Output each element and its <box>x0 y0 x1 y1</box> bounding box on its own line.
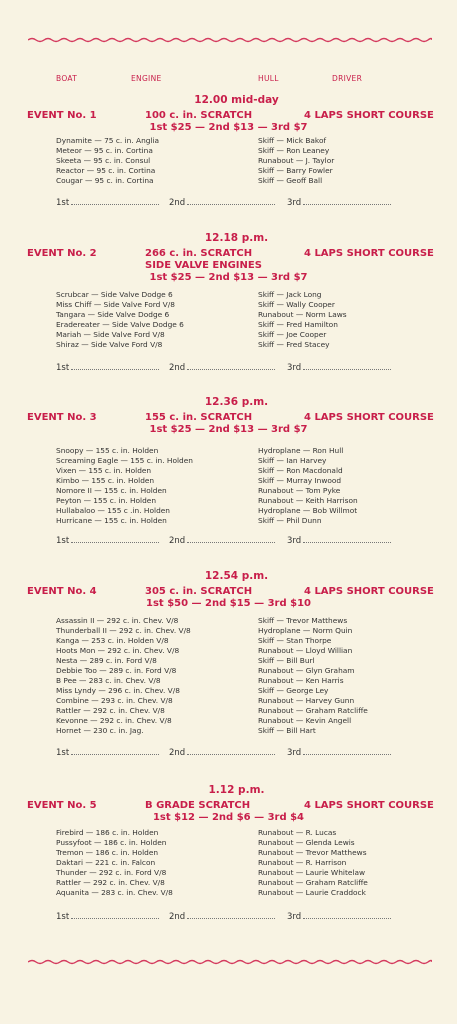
boat-entry: Thunder — 292 c. in. Ford V/8 <box>56 868 167 877</box>
event-laps: 4 LAPS SHORT COURSE <box>304 586 434 597</box>
boat-entry: Eradereater — Side Valve Dodge 6 <box>56 320 184 329</box>
boat-entry: Tangara — Side Valve Dodge 6 <box>56 310 170 319</box>
boat-entry: Kanga — 253 c. in. Holden V/8 <box>56 636 169 645</box>
boat-entry: Nesta — 289 c. in. Ford V/8 <box>56 656 157 665</box>
boat-entry: Hoots Mon — 292 c. in. Chev. V/8 <box>56 646 180 655</box>
hull-driver-entry: Runabout — Laurie Craddock <box>258 888 366 897</box>
third-place-label: 3rd <box>287 912 302 922</box>
boat-entry: Hullabaloo — 155 c .in. Holden <box>56 506 170 515</box>
hull-driver-entry: Runabout — Kevin Angell <box>258 716 352 725</box>
event-title-line: 100 c. in. SCRATCH <box>145 110 253 121</box>
second-place-field[interactable] <box>169 912 275 922</box>
boat-entry: Kevonne — 292 c. in. Chev. V/8 <box>56 716 172 725</box>
second-place-label: 2nd <box>169 198 186 208</box>
boat-entry: Hornet — 230 c. in. Jag. <box>56 726 144 735</box>
boat-entry: Cougar — 95 c. in. Cortina <box>56 176 154 185</box>
hull-driver-entry: Runabout — Keith Harrison <box>258 496 358 505</box>
event-prizes: 1st $25 — 2nd $13 — 3rd $7 <box>149 122 308 133</box>
third-place-field[interactable] <box>287 198 391 208</box>
event-time: 12.18 p.m. <box>204 232 269 244</box>
hull-driver-entry: Skiff — Wally Cooper <box>258 300 335 309</box>
second-place-label: 2nd <box>169 363 186 373</box>
hull-driver-list <box>258 828 368 898</box>
hull-driver-entry: Skiff — Bill Burl <box>258 656 315 665</box>
event-title <box>145 110 295 122</box>
hull-driver-entry: Runabout — Ken Harris <box>258 676 344 685</box>
event-title-line: 155 c. in. SCRATCH <box>145 412 253 423</box>
boat-entry: Snoopy — 155 c. in. Holden <box>56 446 159 455</box>
hull-driver-entry: Skiff — Fred Hamilton <box>258 320 338 329</box>
third-place-label: 3rd <box>287 198 302 208</box>
hull-driver-entry: Skiff — Phil Dunn <box>258 516 322 525</box>
boat-entry: Kimbo — 155 c. in. Holden <box>56 476 155 485</box>
column-driver: DRIVER <box>332 74 363 83</box>
event-title <box>145 800 295 812</box>
event-title-line: B GRADE SCRATCH <box>145 800 251 811</box>
third-place-field[interactable] <box>287 748 391 758</box>
event-name: EVENT No. 1 <box>27 110 97 121</box>
hull-driver-entry: Skiff — Ron Leaney <box>258 146 330 155</box>
event-laps: 4 LAPS SHORT COURSE <box>304 800 434 811</box>
event-title <box>145 248 295 272</box>
hull-driver-list <box>258 616 368 736</box>
third-place-label: 3rd <box>287 363 302 373</box>
hull-driver-entry: Skiff — Joe Cooper <box>258 330 327 339</box>
hull-driver-entry: Runabout — Laurie Whitelaw <box>258 868 366 877</box>
hull-driver-entry: Runabout — Glyn Graham <box>258 666 355 675</box>
boat-entry: Hurricane — 155 c. in. Holden <box>56 516 167 525</box>
event-time: 1.12 p.m. <box>208 784 265 796</box>
first-place-field[interactable] <box>56 198 159 208</box>
bottom-decorative-border <box>28 958 432 966</box>
hull-driver-entry: Skiff — Stan Thorpe <box>258 636 332 645</box>
first-place-label: 1st <box>56 748 70 758</box>
boat-entry: Thunderball II — 292 c. in. Chev. V/8 <box>56 626 191 635</box>
event-prizes: 1st $25 — 2nd $13 — 3rd $7 <box>149 424 308 435</box>
boat-entry: Assassin II — 292 c. in. Chev. V/8 <box>56 616 179 625</box>
boat-entry: Miss Lyndy — 296 c. in. Chev. V/8 <box>56 686 180 695</box>
event-title <box>145 586 295 598</box>
event-time: 12.54 p.m. <box>204 570 269 582</box>
top-decorative-border <box>28 36 432 44</box>
third-place-field[interactable] <box>287 912 391 922</box>
event-laps: 4 LAPS SHORT COURSE <box>304 110 434 121</box>
second-place-field[interactable] <box>169 363 275 373</box>
boat-entry: Shiraz — Side Valve Ford V/8 <box>56 340 163 349</box>
hull-driver-entry: Skiff — Mick Bakof <box>258 136 327 145</box>
hull-driver-entry: Skiff — Ian Harvey <box>258 456 327 465</box>
first-place-label: 1st <box>56 363 70 373</box>
boat-entry: Reactor — 95 c. in. Cortina <box>56 166 156 175</box>
boat-entry: Mariah — Side Valve Ford V/8 <box>56 330 165 339</box>
boat-entry: Skeeta — 95 c. in. Consul <box>56 156 151 165</box>
hull-driver-entry: Skiff — Fred Stacey <box>258 340 330 349</box>
event-prizes: 1st $25 — 2nd $13 — 3rd $7 <box>149 272 308 283</box>
first-place-label: 1st <box>56 912 70 922</box>
boat-entry: Daktari — 221 c. in. Falcon <box>56 858 156 867</box>
second-place-field[interactable] <box>169 536 275 546</box>
hull-driver-entry: Skiff — Murray Inwood <box>258 476 342 485</box>
hull-driver-entry: Skiff — George Ley <box>258 686 329 695</box>
event-time: 12.36 p.m. <box>204 396 269 408</box>
hull-driver-entry: Runabout — Norm Laws <box>258 310 347 319</box>
boat-entry: Aquanita — 283 c. in. Chev. V/8 <box>56 888 173 897</box>
hull-driver-entry: Runabout — Tom Pyke <box>258 486 341 495</box>
hull-driver-entry: Skiff — Barry Fowler <box>258 166 333 175</box>
first-place-field[interactable] <box>56 912 159 922</box>
boat-entry: Debbie Too — 289 c. in. Ford V/8 <box>56 666 177 675</box>
third-place-label: 3rd <box>287 536 302 546</box>
boat-entry: Rattler — 292 c. in. Chev. V/8 <box>56 878 165 887</box>
column-hull: HULL <box>258 74 279 83</box>
boat-entry: Nomore II — 155 c. in. Holden <box>56 486 167 495</box>
hull-driver-entry: Hydroplane — Norm Quin <box>258 626 353 635</box>
hull-driver-entry: Runabout — Trevor Matthews <box>258 848 367 857</box>
boat-entry: B Pee — 283 c. in. Chev. V/8 <box>56 676 161 685</box>
event-title-line: SIDE VALVE ENGINES <box>145 260 262 271</box>
hull-driver-entry: Skiff — Trevor Matthews <box>258 616 348 625</box>
third-place-field[interactable] <box>287 536 391 546</box>
boat-entry: Meteor — 95 c. in. Cortina <box>56 146 153 155</box>
second-place-label: 2nd <box>169 912 186 922</box>
column-boat: BOAT <box>56 74 78 83</box>
hull-driver-entry: Hydroplane — Bob Willmot <box>258 506 358 515</box>
boat-entry: Pussyfoot — 186 c. in. Holden <box>56 838 167 847</box>
event-title-line: 305 c. in. SCRATCH <box>145 586 253 597</box>
event-name: EVENT No. 2 <box>27 248 97 259</box>
hull-driver-entry: Skiff — Ron Macdonald <box>258 466 343 475</box>
event-prizes: 1st $50 — 2nd $15 — 3rd $10 <box>146 598 311 609</box>
event-name: EVENT No. 3 <box>27 412 97 423</box>
hull-driver-entry: Skiff — Geoff Ball <box>258 176 323 185</box>
boat-entry: Combine — 293 c. in. Chev. V/8 <box>56 696 173 705</box>
event-name: EVENT No. 5 <box>27 800 97 811</box>
event-time: 12.00 mid-day <box>194 94 279 106</box>
event-title <box>145 412 295 424</box>
boat-engine-list <box>56 136 159 186</box>
boat-entry: Firebird — 186 c. in. Holden <box>56 828 159 837</box>
event-laps: 4 LAPS SHORT COURSE <box>304 248 434 259</box>
hull-driver-list <box>258 136 334 186</box>
boat-entry: Rattler — 292 c. in. Chev. V/8 <box>56 706 165 715</box>
boat-entry: Screaming Eagle — 155 c. in. Holden <box>56 456 193 465</box>
boat-engine-list <box>56 290 184 350</box>
third-place-label: 3rd <box>287 748 302 758</box>
first-place-field[interactable] <box>56 363 159 373</box>
second-place-label: 2nd <box>169 536 186 546</box>
first-place-field[interactable] <box>56 748 159 758</box>
boat-entry: Tremon — 186 c. in. Holden <box>56 848 159 857</box>
boat-engine-list <box>56 446 193 526</box>
first-place-label: 1st <box>56 198 70 208</box>
hull-driver-entry: Skiff — Bill Hart <box>258 726 316 735</box>
hull-driver-entry: Runabout — Harvey Gunn <box>258 696 355 705</box>
hull-driver-entry: Runabout — Lloyd Willian <box>258 646 353 655</box>
second-place-field[interactable] <box>169 198 275 208</box>
hull-driver-entry: Runabout — R. Harrison <box>258 858 347 867</box>
event-title-line: 266 c. in. SCRATCH <box>145 248 253 259</box>
hull-driver-entry: Hydroplane — Ron Hull <box>258 446 344 455</box>
hull-driver-list <box>258 290 347 350</box>
boat-entry: Scrubcar — Side Valve Dodge 6 <box>56 290 173 299</box>
hull-driver-entry: Runabout — R. Lucas <box>258 828 337 837</box>
boat-entry: Vixen — 155 c. in. Holden <box>56 466 152 475</box>
hull-driver-entry: Runabout — Graham Ratcliffe <box>258 706 368 715</box>
third-place-field[interactable] <box>287 363 391 373</box>
boat-entry: Dynamite — 75 c. in. Anglia <box>56 136 160 145</box>
hull-driver-entry: Runabout — Graham Ratcliffe <box>258 878 368 887</box>
first-place-label: 1st <box>56 536 70 546</box>
boat-entry: Miss Chiff — Side Valve Ford V/8 <box>56 300 175 309</box>
boat-engine-list <box>56 616 191 736</box>
first-place-field[interactable] <box>56 536 159 546</box>
boat-entry: Peyton — 155 c. in. Holden <box>56 496 157 505</box>
event-laps: 4 LAPS SHORT COURSE <box>304 412 434 423</box>
event-prizes: 1st $12 — 2nd $6 — 3rd $4 <box>152 812 305 823</box>
hull-driver-entry: Skiff — Jack Long <box>258 290 322 299</box>
second-place-label: 2nd <box>169 748 186 758</box>
column-engine: ENGINE <box>131 74 162 83</box>
hull-driver-list <box>258 446 358 526</box>
second-place-field[interactable] <box>169 748 275 758</box>
event-name: EVENT No. 4 <box>27 586 97 597</box>
boat-engine-list <box>56 828 173 898</box>
hull-driver-entry: Runabout — J. Taylor <box>258 156 335 165</box>
hull-driver-entry: Runabout — Glenda Lewis <box>258 838 355 847</box>
